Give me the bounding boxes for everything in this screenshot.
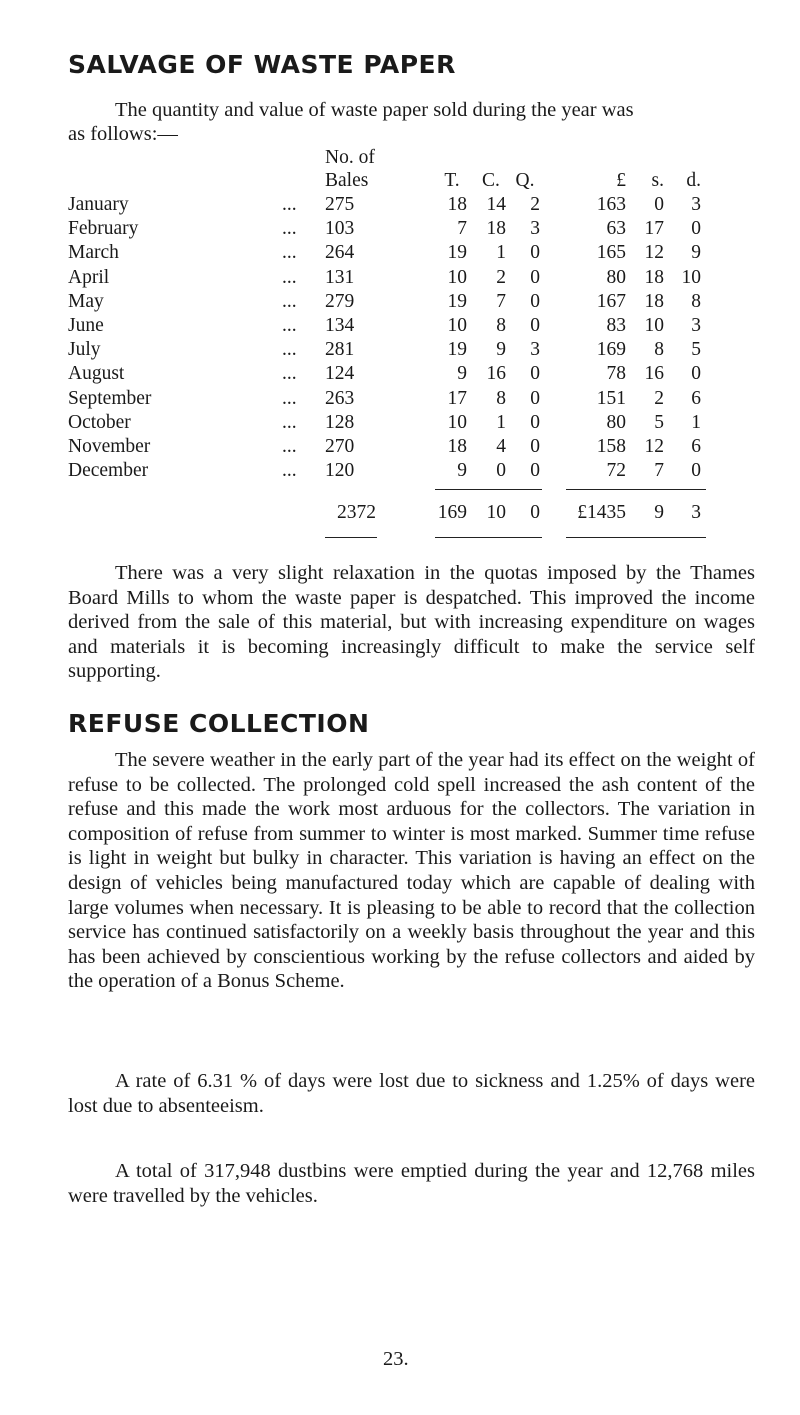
- cwt-cell: 2: [496, 266, 506, 288]
- salvage-intro-line1: The quantity and value of waste paper sold during the year was: [115, 99, 634, 121]
- cwt-cell: 14: [486, 194, 506, 215]
- refuse-paragraph-2: A rate of 6.31 % of days were lost due to sickness and 1.25% of days were lost due to absenteeism.: [68, 1070, 755, 1117]
- shillings-cell: 10: [644, 315, 664, 336]
- cwt-cell: 8: [496, 315, 506, 336]
- leader-dots: ...: [282, 363, 297, 385]
- cwt-cell: 0: [496, 460, 506, 482]
- money-bottom-rule: [566, 537, 706, 538]
- bales-cell: 264: [325, 242, 355, 264]
- cwt-cell: 8: [496, 387, 506, 409]
- total-cwt: 10: [486, 502, 506, 523]
- total-bales: 2372: [337, 502, 376, 523]
- leader-dots: ...: [282, 339, 297, 361]
- cwt-cell: 4: [496, 436, 506, 457]
- pence-cell: 0: [691, 363, 701, 385]
- pounds-cell: 167: [596, 290, 626, 312]
- header-qtr: Q.: [515, 170, 535, 191]
- shillings-cell: 2: [654, 387, 664, 409]
- pence-cell: 10: [681, 266, 701, 288]
- pounds-cell: 83: [606, 315, 626, 336]
- pence-cell: 0: [691, 218, 701, 240]
- header-pence: d.: [686, 170, 701, 191]
- shillings-cell: 0: [654, 194, 664, 215]
- pence-cell: 5: [691, 339, 701, 361]
- refuse-paragraph-1: The severe weather in the early part of the year had its effect on the weight of refuse to be collected. The prolonged cold spell increased the ash content of the refuse and this made the work most arduous for the collectors. The variation in composition of refuse from summer to winter is most marked. Summer time refuse is light in weight but bulky in character. This variation is having an effect on the design of vehicles being manufactured today which are capable of dealing with large volumes when necessary. It is pleasing to be able to record that the collection service has continued satisfactorily on a weekly basis throughout the year and this has been achieved by conscientious working by the refuse collectors and aided by the operation of a Bonus Scheme.: [68, 749, 755, 993]
- pence-cell: 3: [691, 315, 701, 336]
- total-pounds: £1435: [577, 502, 626, 523]
- money-top-rule: [566, 489, 706, 490]
- tons-cell: 10: [447, 266, 467, 288]
- tons-cell: 10: [447, 411, 467, 433]
- header-bales-line2: Bales: [325, 170, 369, 191]
- month-cell: March: [68, 242, 119, 264]
- month-cell: August: [68, 363, 125, 385]
- month-cell: July: [68, 339, 101, 361]
- shillings-cell: 8: [654, 339, 664, 361]
- shillings-cell: 5: [654, 411, 664, 433]
- tons-cell: 19: [447, 242, 467, 264]
- pounds-cell: 169: [596, 339, 626, 361]
- leader-dots: ...: [282, 218, 297, 240]
- tons-cell: 19: [447, 339, 467, 361]
- qtr-cell: 0: [530, 411, 540, 433]
- header-tons: T.: [444, 170, 460, 191]
- qtr-cell: 2: [530, 194, 540, 215]
- total-pence: 3: [691, 502, 701, 523]
- shillings-cell: 18: [644, 266, 664, 288]
- pounds-cell: 72: [606, 460, 626, 482]
- month-cell: October: [68, 411, 131, 433]
- leader-dots: ...: [282, 411, 297, 433]
- qtr-cell: 0: [530, 290, 540, 312]
- leader-dots: ...: [282, 436, 297, 457]
- refuse-heading: REFUSE COLLECTION: [68, 709, 370, 738]
- shillings-cell: 7: [654, 460, 664, 482]
- tons-bottom-rule: [435, 537, 542, 538]
- leader-dots: ...: [282, 290, 297, 312]
- pence-cell: 8: [691, 290, 701, 312]
- pence-cell: 6: [691, 436, 701, 457]
- salvage-paragraph: There was a very slight relaxation in the quotas imposed by the Thames Board Mills to whom the waste paper is despatched. This improved the income derived from the sale of this material, but with increasing expenditure on wages and materials it is becoming increasingly difficult to make the service self supporting.: [68, 562, 755, 683]
- shillings-cell: 17: [644, 218, 664, 240]
- tons-cell: 18: [447, 194, 467, 215]
- leader-dots: ...: [282, 315, 297, 336]
- header-shillings: s.: [651, 170, 664, 191]
- bales-cell: 275: [325, 194, 355, 215]
- pence-cell: 9: [691, 242, 701, 264]
- qtr-cell: 0: [530, 266, 540, 288]
- header-cwt: C.: [482, 170, 500, 191]
- month-cell: May: [68, 290, 104, 312]
- tons-cell: 17: [447, 387, 467, 409]
- cwt-cell: 18: [486, 218, 506, 240]
- bales-cell: 279: [325, 290, 355, 312]
- leader-dots: ...: [282, 387, 297, 409]
- tons-top-rule: [435, 489, 542, 490]
- pounds-cell: 163: [596, 194, 626, 215]
- tons-cell: 9: [457, 363, 467, 385]
- pounds-cell: 165: [596, 242, 626, 264]
- qtr-cell: 0: [530, 242, 540, 264]
- salvage-heading: SALVAGE OF WASTE PAPER: [68, 50, 456, 79]
- shillings-cell: 16: [644, 363, 664, 385]
- pounds-cell: 63: [606, 218, 626, 240]
- cwt-cell: 1: [496, 242, 506, 264]
- pence-cell: 6: [691, 387, 701, 409]
- refuse-paragraph-3: A total of 317,948 dustbins were emptied during the year and 12,768 miles were travelled by the vehicles.: [68, 1160, 755, 1207]
- bales-cell: 270: [325, 436, 355, 457]
- pence-cell: 3: [691, 194, 701, 215]
- pounds-cell: 80: [606, 266, 626, 288]
- qtr-cell: 0: [530, 315, 540, 336]
- cwt-cell: 9: [496, 339, 506, 361]
- header-bales-line1: No. of: [325, 147, 375, 168]
- bales-cell: 281: [325, 339, 355, 361]
- tons-cell: 9: [457, 460, 467, 482]
- tons-cell: 7: [457, 218, 467, 240]
- tons-cell: 10: [447, 315, 467, 336]
- bales-cell: 120: [325, 460, 355, 482]
- pence-cell: 0: [691, 460, 701, 482]
- pounds-cell: 78: [606, 363, 626, 385]
- tons-cell: 18: [447, 436, 467, 457]
- pounds-cell: 80: [606, 411, 626, 433]
- qtr-cell: 0: [530, 436, 540, 457]
- shillings-cell: 12: [644, 436, 664, 457]
- cwt-cell: 16: [486, 363, 506, 385]
- month-cell: April: [68, 266, 110, 288]
- tons-cell: 19: [447, 290, 467, 312]
- total-shillings: 9: [654, 502, 664, 523]
- month-cell: January: [68, 194, 129, 215]
- qtr-cell: 3: [530, 339, 540, 361]
- pounds-cell: 151: [596, 387, 626, 409]
- month-cell: June: [68, 315, 104, 336]
- month-cell: November: [68, 436, 151, 457]
- bales-cell: 134: [325, 315, 355, 336]
- leader-dots: ...: [282, 460, 297, 482]
- cwt-cell: 7: [496, 290, 506, 312]
- month-cell: February: [68, 218, 139, 240]
- bales-cell: 131: [325, 266, 355, 288]
- bales-cell: 124: [325, 363, 355, 385]
- qtr-cell: 0: [530, 363, 540, 385]
- salvage-intro-line2: as follows:—: [68, 123, 178, 145]
- pounds-cell: 158: [596, 436, 626, 457]
- bales-cell: 263: [325, 387, 355, 409]
- leader-dots: ...: [282, 242, 297, 264]
- month-cell: December: [68, 460, 149, 482]
- shillings-cell: 12: [644, 242, 664, 264]
- cwt-cell: 1: [496, 411, 506, 433]
- total-qtr: 0: [530, 502, 540, 523]
- bales-cell: 103: [325, 218, 355, 240]
- page-number: 23.: [383, 1348, 409, 1370]
- total-tons: 169: [437, 502, 467, 523]
- header-pounds: £: [616, 170, 626, 191]
- bales-bottom-rule: [325, 537, 377, 538]
- qtr-cell: 3: [530, 218, 540, 240]
- shillings-cell: 18: [644, 290, 664, 312]
- bales-cell: 128: [325, 411, 355, 433]
- month-cell: September: [68, 387, 152, 409]
- leader-dots: ...: [282, 266, 297, 288]
- pence-cell: 1: [691, 411, 701, 433]
- qtr-cell: 0: [530, 387, 540, 409]
- leader-dots: ...: [282, 194, 297, 215]
- qtr-cell: 0: [530, 460, 540, 482]
